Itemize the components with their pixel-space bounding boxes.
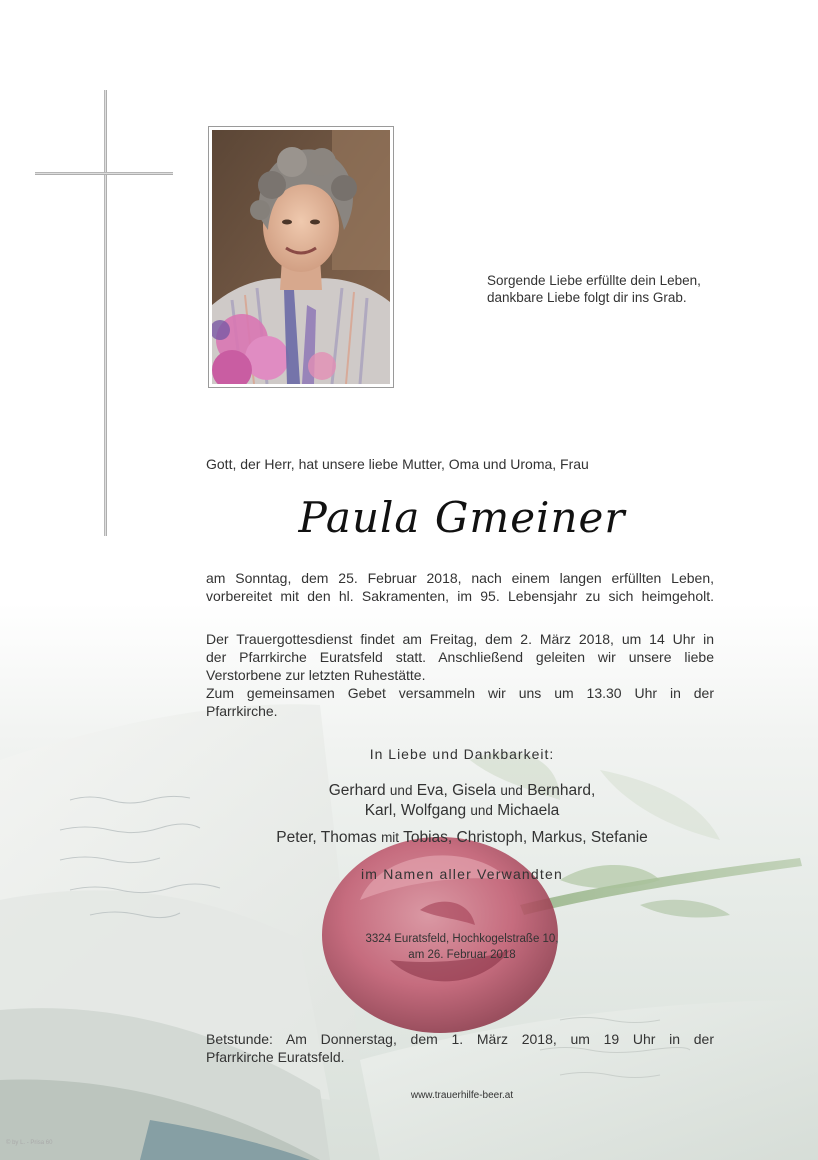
cross-icon-bar [35,172,173,175]
family-member: Peter, Thomas [276,829,377,846]
death-notice-paragraph [206,569,714,605]
funeral-service-paragraph [206,630,714,720]
family-connector: und [470,803,493,818]
deceased-name: Paula Gmeiner [298,493,626,542]
family-connector: und [500,783,523,798]
family-member: Bernhard, [527,782,596,799]
paragraph-line: Der Trauergottesdienst findet am Freitag, dem 2. März 2018, um 14 Uhr in [206,631,714,647]
memorial-quote [487,272,787,306]
paragraph-line: am Sonntag, dem 25. Februar 2018, nach einem langen erfüllten Leben, [206,570,714,586]
family-connector: und [389,783,413,798]
family-line [205,801,719,821]
address-date: am 26. Februar 2018 [408,949,516,961]
family-names [205,781,719,821]
quote-line: dankbare Liebe folgt dir ins Grab. [487,290,687,305]
paragraph-line: Pfarrkirche. [206,703,278,719]
address-line: 3324 Euratsfeld, Hochkogelstraße 10, [365,933,559,945]
printer-mark: © by L. - Prisa 60 [6,1140,53,1146]
paragraph-line: der Pfarrkirche Euratsfeld statt. Anschließend geleiten wir unsere liebe [206,649,714,665]
paragraph-line: vorbereitet mit den hl. Sakramenten, im 95. Lebensjahr zu sich heimgeholt. [206,588,714,604]
paragraph-line: Betstunde: Am Donnerstag, dem 1. März 2018, um 19 Uhr in der [206,1031,714,1047]
portrait-photo [208,126,394,388]
family-member: Karl, Wolfgang [364,802,467,819]
family-member: Gerhard [328,782,386,799]
portrait-image [212,130,390,384]
family-connector: mit [381,830,400,845]
family-member: Michaela [497,802,560,819]
family-member: Eva, [416,782,448,799]
family-line [205,781,719,801]
family-address [205,931,719,963]
family-line [205,829,719,847]
family-member: Gisela [452,782,497,799]
relatives-note: im Namen aller Verwandten [361,866,563,882]
prayer-hour-paragraph [206,1030,714,1066]
paragraph-line: Zum gemeinsamen Gebet versammeln wir uns um 13.30 Uhr in der [206,685,714,701]
paragraph-line: Verstorbene zur letzten Ruhestätte. [206,667,426,683]
cross-icon [104,90,107,536]
quote-line: Sorgende Liebe erfüllte dein Leben, [487,273,701,288]
family-member: Tobias, Christoph, Markus, Stefanie [403,829,648,846]
paragraph-line: Pfarrkirche Euratsfeld. [206,1049,345,1065]
mourners-intro: In Liebe und Dankbarkeit: [369,746,555,762]
announcement-intro: Gott, der Herr, hat unsere liebe Mutter, Oma und Uroma, Frau [206,456,589,472]
funeral-home-website: www.trauerhilfe-beer.at [410,1090,514,1101]
